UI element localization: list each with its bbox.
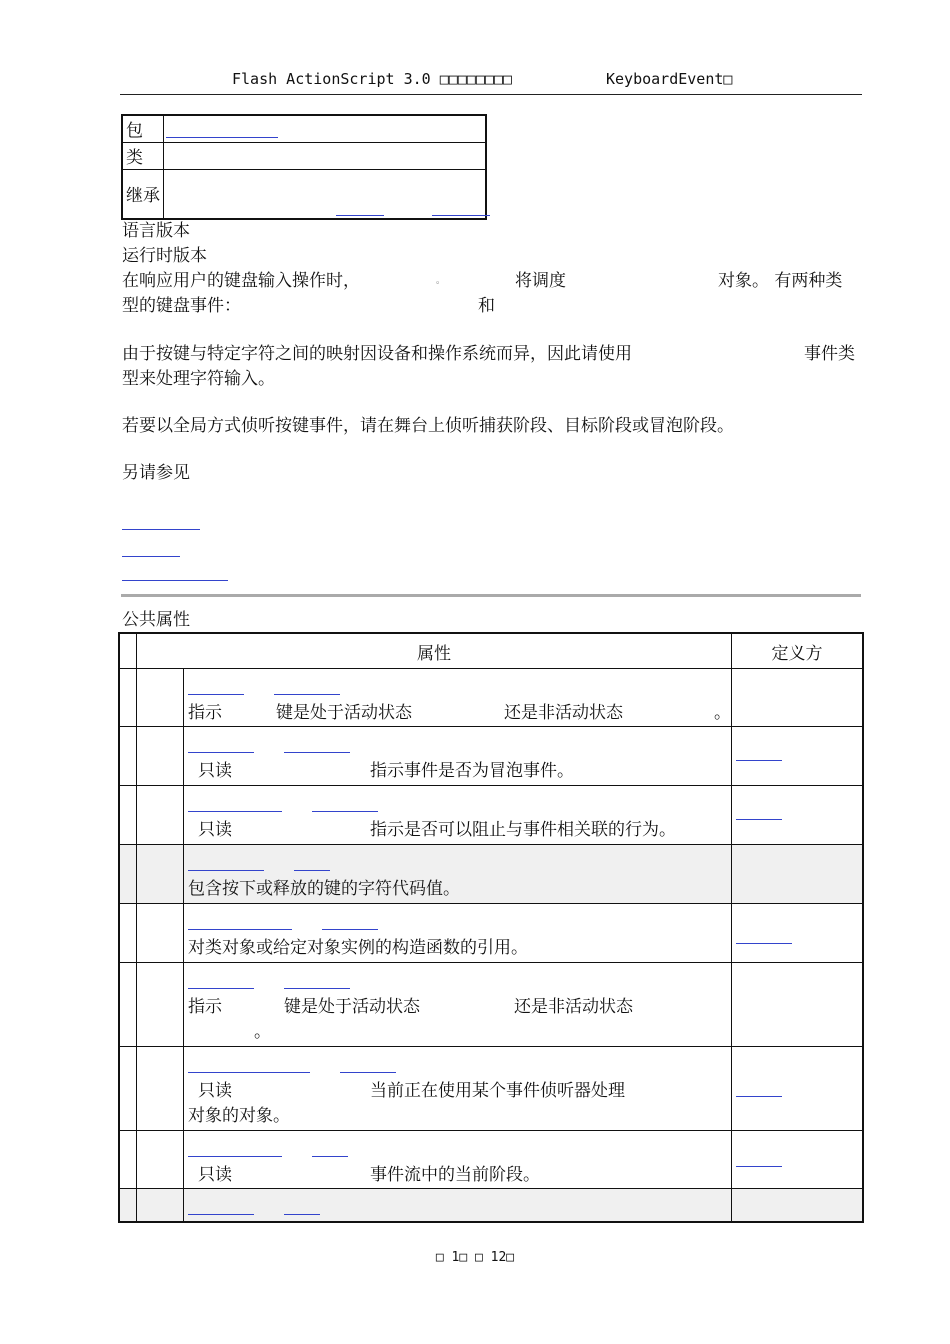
table-row — [119, 1189, 863, 1222]
table-row: 对类对象或给定对象实例的构造函数的引用。 — [119, 904, 863, 963]
prop-type-link[interactable] — [284, 987, 350, 989]
header-title-left: Flash ActionScript 3.0 □□□□□□□□ — [232, 70, 512, 88]
inherit-link-1[interactable] — [336, 214, 384, 216]
description-p2-line-1: 由于按键与特定字符之间的映射因设备和操作系统而异，因此请使用 事件类 — [122, 344, 855, 364]
prop-link[interactable] — [188, 987, 254, 989]
class-label: 类 — [122, 142, 164, 169]
description-p3: 若要以全局方式侦听按键事件，请在舞台上侦听捕获阶段、目标阶段或冒泡阶段。 — [122, 416, 734, 436]
table-row: 包含按下或释放的键的字符代码值。 — [119, 845, 863, 904]
prop-link[interactable] — [188, 693, 244, 695]
class-value — [164, 142, 487, 169]
prop-link[interactable] — [188, 869, 264, 871]
prop-type-link[interactable] — [312, 1155, 348, 1157]
page-footer: □ 1□ □ 12□ — [435, 1250, 515, 1265]
see-also-link-3[interactable] — [122, 579, 228, 581]
defined-by-link[interactable] — [736, 818, 782, 820]
prop-link[interactable] — [188, 928, 292, 930]
description-line-2: 型的键盘事件： 和 — [122, 296, 495, 316]
defined-by-link[interactable] — [736, 1165, 782, 1167]
prop-type-link[interactable] — [312, 810, 378, 812]
header-cell-blank — [119, 633, 137, 669]
see-also-link-2[interactable] — [122, 555, 180, 557]
defined-by-link[interactable] — [736, 759, 782, 761]
prop-type-link[interactable] — [274, 693, 340, 695]
prop-type-link[interactable] — [284, 1213, 320, 1215]
table-row: 指示 键是处于活动状态 还是非活动状态 。 — [119, 669, 863, 727]
defined-by-link[interactable] — [736, 942, 792, 944]
table-row: 只读 事件流中的当前阶段。 — [119, 1131, 863, 1189]
prop-link[interactable] — [188, 1213, 254, 1215]
prop-link[interactable] — [188, 751, 254, 753]
public-properties-table — [118, 632, 864, 1223]
runtime-version: 运行时版本 — [122, 246, 207, 266]
prop-link[interactable] — [188, 810, 282, 812]
description-line-1: 在响应用户的键盘输入操作时， 。 将调度 对象。 有两种类 — [122, 271, 843, 291]
header-property: 属性 — [137, 633, 732, 669]
prop-type-link[interactable] — [294, 869, 330, 871]
see-also-link-1[interactable] — [122, 528, 200, 530]
section-divider — [121, 594, 861, 597]
see-also-heading: 另请参见 — [122, 463, 190, 483]
package-link[interactable] — [166, 136, 278, 138]
page-header — [120, 66, 862, 95]
class-info-table — [121, 114, 487, 220]
table-row: 只读 指示是否可以阻止与事件相关联的行为。 — [119, 786, 863, 845]
public-props-title: 公共属性 — [122, 610, 190, 630]
language-version: 语言版本 — [122, 221, 190, 241]
package-value — [164, 115, 487, 142]
inherit-label: 继承 — [122, 169, 164, 219]
inherit-value — [164, 169, 487, 219]
prop-type-link[interactable] — [284, 751, 350, 753]
header-defined-by: 定义方 — [732, 633, 864, 669]
description-p2-line-2: 型来处理字符输入。 — [122, 369, 275, 389]
defined-by-link[interactable] — [736, 1095, 782, 1097]
header-title-right: KeyboardEvent□ — [606, 70, 733, 88]
package-label: 包 — [122, 115, 164, 142]
table-row: 只读 指示事件是否为冒泡事件。 — [119, 727, 863, 786]
prop-type-link[interactable] — [322, 928, 378, 930]
prop-type-link[interactable] — [340, 1071, 396, 1073]
prop-link[interactable] — [188, 1155, 282, 1157]
prop-link[interactable] — [188, 1071, 310, 1073]
inherit-link-2[interactable] — [432, 214, 490, 216]
table-row: 指示 键是处于活动状态 还是非活动状态 。 — [119, 963, 863, 1047]
table-row: 只读 当前正在使用某个事件侦听器处理 对象的对象。 — [119, 1047, 863, 1131]
